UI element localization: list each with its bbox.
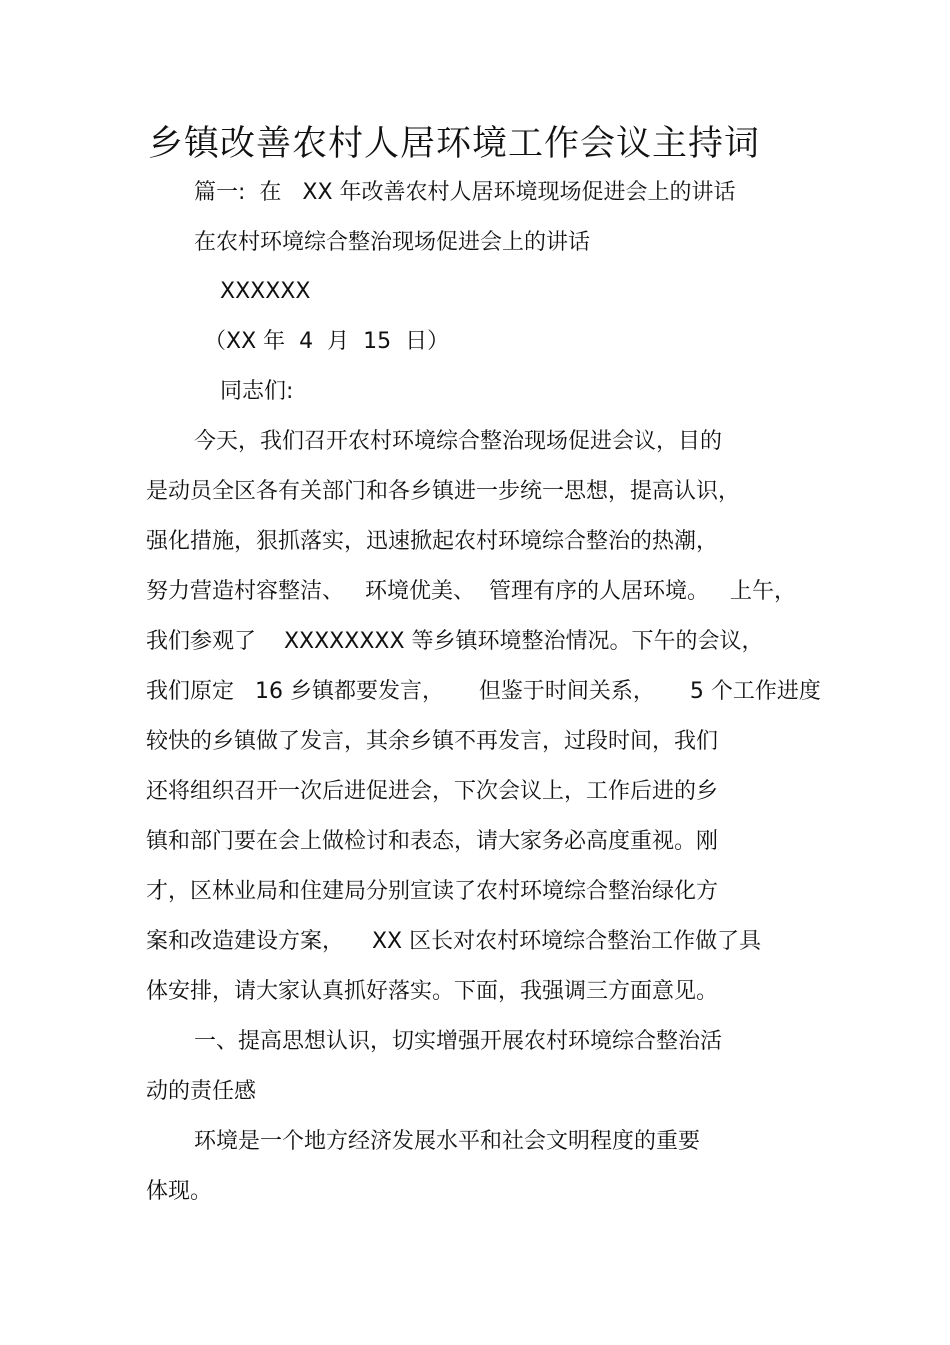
paragraph-line: 体现。: [146, 1179, 213, 1204]
subtitle-line: 篇一: 在 XX 年改善农村人居环境现场促进会上的讲话: [194, 180, 736, 205]
paragraph-line: 我们原定 16 乡镇都要发言， 但鉴于时间关系， 5 个工作进度: [146, 679, 821, 704]
speech-title-line: 在农村环境综合整治现场促进会上的讲话: [194, 230, 591, 255]
paragraph-line: 我们参观了 XXXXXXXX 等乡镇环境整治情况。下午的会议，: [146, 629, 764, 654]
paragraph-line: 还将组织召开一次后进促进会，下次会议上，工作后进的乡: [146, 779, 719, 804]
paragraph-line: 今天，我们召开农村环境综合整治现场促进会议，目的: [194, 429, 723, 454]
paragraph-line: 案和改造建设方案， XX 区长对农村环境综合整治工作做了具: [146, 929, 762, 954]
greeting-line: 同志们:: [220, 379, 294, 404]
paragraph-line: 镇和部门要在会上做检讨和表态，请大家务必高度重视。刚: [146, 829, 719, 854]
date-line: （XX 年 4 月 15 日）: [204, 329, 450, 354]
section-heading-line: 一、提高思想认识，切实增强开展农村环境综合整治活: [194, 1029, 723, 1054]
document-title: 乡镇改善农村人居环境工作会议主持词: [148, 124, 761, 164]
paragraph-line: 强化措施，狠抓落实，迅速掀起农村环境综合整治的热潮，: [146, 529, 719, 554]
paragraph-line: 环境是一个地方经济发展水平和社会文明程度的重要: [194, 1129, 701, 1154]
paragraph-line: 努力营造村容整洁、 环境优美、 管理有序的人居环境。 上午，: [146, 579, 796, 604]
speaker-line: XXXXXX: [220, 279, 311, 304]
paragraph-line: 体安排，请大家认真抓好落实。下面，我强调三方面意见。: [146, 979, 719, 1004]
paragraph-line: 是动员全区各有关部门和各乡镇进一步统一思想，提高认识，: [146, 479, 741, 504]
section-heading-line: 动的责任感: [146, 1079, 257, 1104]
paragraph-line: 较快的乡镇做了发言，其余乡镇不再发言，过段时间，我们: [146, 729, 719, 754]
paragraph-line: 才，区林业局和住建局分别宣读了农村环境综合整治绿化方: [146, 879, 719, 904]
